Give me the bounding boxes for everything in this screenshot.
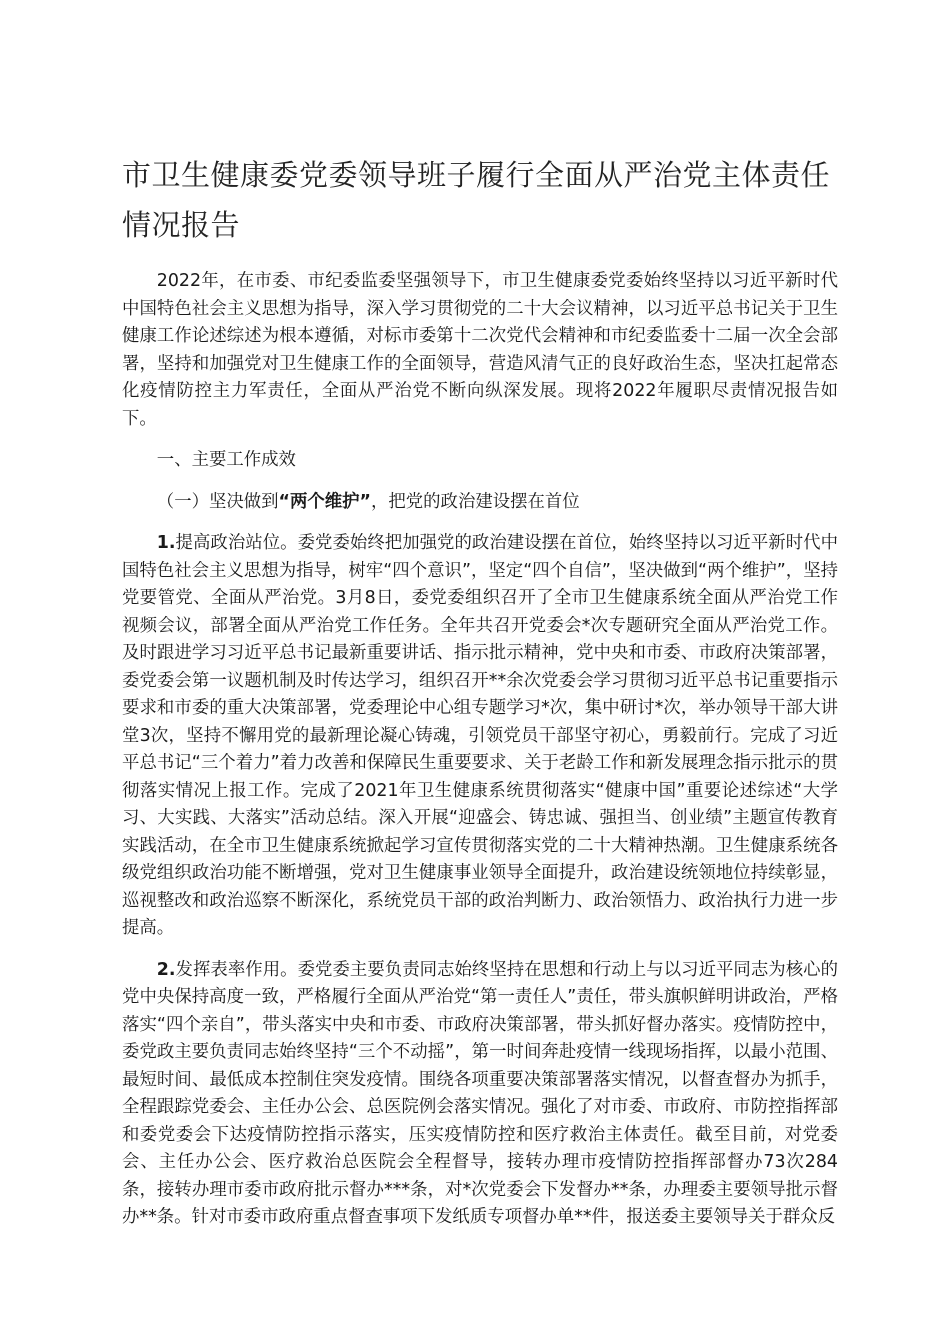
document-title: 市卫生健康委党委领导班子履行全面从严治党主体责任情况报告	[122, 158, 831, 242]
item-number: 1.	[156, 533, 176, 553]
document-page	[122, 150, 838, 1246]
item-paragraph-1	[122, 530, 838, 943]
sub-heading-prefix: （一）坚决做到	[156, 491, 279, 512]
item-text: 提高政治站位。委党委始终把加强党的政治建设摆在首位，始终坚持以习近平新时代中国特色社会主义思想为指导，树牢“四个意识”，坚定“四个自信”，坚决做到“两个维护”，坚持党要管党、全面从严治党。3月8日，委党委组织召开了全市卫生健康系统全面从严治党工作视频会议，部署全面从严治党工作任务。全年共召开党委会*次专题研究全面从严治党工作。及时跟进学习习近平总书记最新重要讲话、指示批示精神，党中央和市委、市政府决策部署，委党委会第一议题机制及时传达学习，组织召开**余次党委会学习贯彻习近平总书记重要指示要求和市委的重大决策部署，党委理论中心组专题学习*次，集中研讨*次，举办领导干部大讲堂3次，坚持不懈用党的最新理论凝心铸魂，引领党员干部坚守初心，勇毅前行。完成了习近平总书记“三个着力”着力改善和保障民生重要要求、关于老龄工作和新发展理念指示批示的贯彻落实情况上报工作。完成了2021年卫生健康系统贯彻落实“健康中国”重要论述综述“大学习、大实践、大落实”活动总结。深入开展“迎盛会、铸忠诚、强担当、创业绩”主题宣传教育实践活动，在全市卫生健康系统掀起学习宣传贯彻落实党的二十大精神热潮。卫生健康系统各级党组织政治功能不断增强，党对卫生健康事业领导全面提升，政治建设统领地位持续彰显，巡视整改和政治巡察不断深化，系统党员干部的政治判断力、政治领悟力、政治执行力进一步提高。	[122, 533, 838, 938]
intro-paragraph: 2022年，在市委、市纪委监委坚强领导下，市卫生健康委党委始终坚持以习近平新时代中国特色社会主义思想为指导，深入学习贯彻党的二十大会议精神，以习近平总书记关于卫生健康工作论述综述为根本遵循，对标市委第十二次党代会精神和市纪委监委十二届一次全会部署，坚持和加强党对卫生健康工作的全面领导，营造风清气正的良好政治生态，坚决扛起常态化疫情防控主力军责任，全面从严治党不断向纵深发展。现将2022年履职尽责情况报告如下。	[122, 271, 838, 429]
item-number: 2.	[156, 959, 176, 980]
sub-heading-suffix: ，把党的政治建设摆在首位	[370, 491, 580, 512]
sub-heading-emphasis: “两个维护”	[278, 491, 371, 512]
item-paragraph-2	[122, 957, 838, 1232]
section-heading-1: 一、主要工作成效	[156, 450, 296, 470]
sub-heading-1	[122, 489, 838, 517]
item-text: 发挥表率作用。委党委主要负责同志始终坚持在思想和行动上与以习近平同志为核心的党中央保持高度一致，严格履行全面从严治党“第一责任人”责任，带头旗帜鲜明讲政治，严格落实“四个亲自”，带头落实中央和市委、市政府决策部署，带头抓好督办落实。疫情防控中，委党政主要负责同志始终坚持“三个不动摇”，第一时间奔赴疫情一线现场指挥，以最小范围、最短时间、最低成本控制住突发疫情。围绕各项重要决策部署落实情况，以督查督办为抓手，全程跟踪党委会、主任办公会、总医院例会落实情况。强化了对市委、市政府、市防控指挥部和委党委会下达疫情防控指示落实，压实疫情防控和医疗救治主体责任。截至目前，对党委会、主任办公会、医疗救治总医院会全程督导，接转办理市疫情防控指挥部督办73次284条，接转办理市委市政府批示督办***条，对*次党委会下发督办**条，办理委主要领导批示督办**条。针对市委市政府重点督查事项下发纸质专项督办单**件，报送委主要领导关于群众反	[122, 959, 838, 1227]
